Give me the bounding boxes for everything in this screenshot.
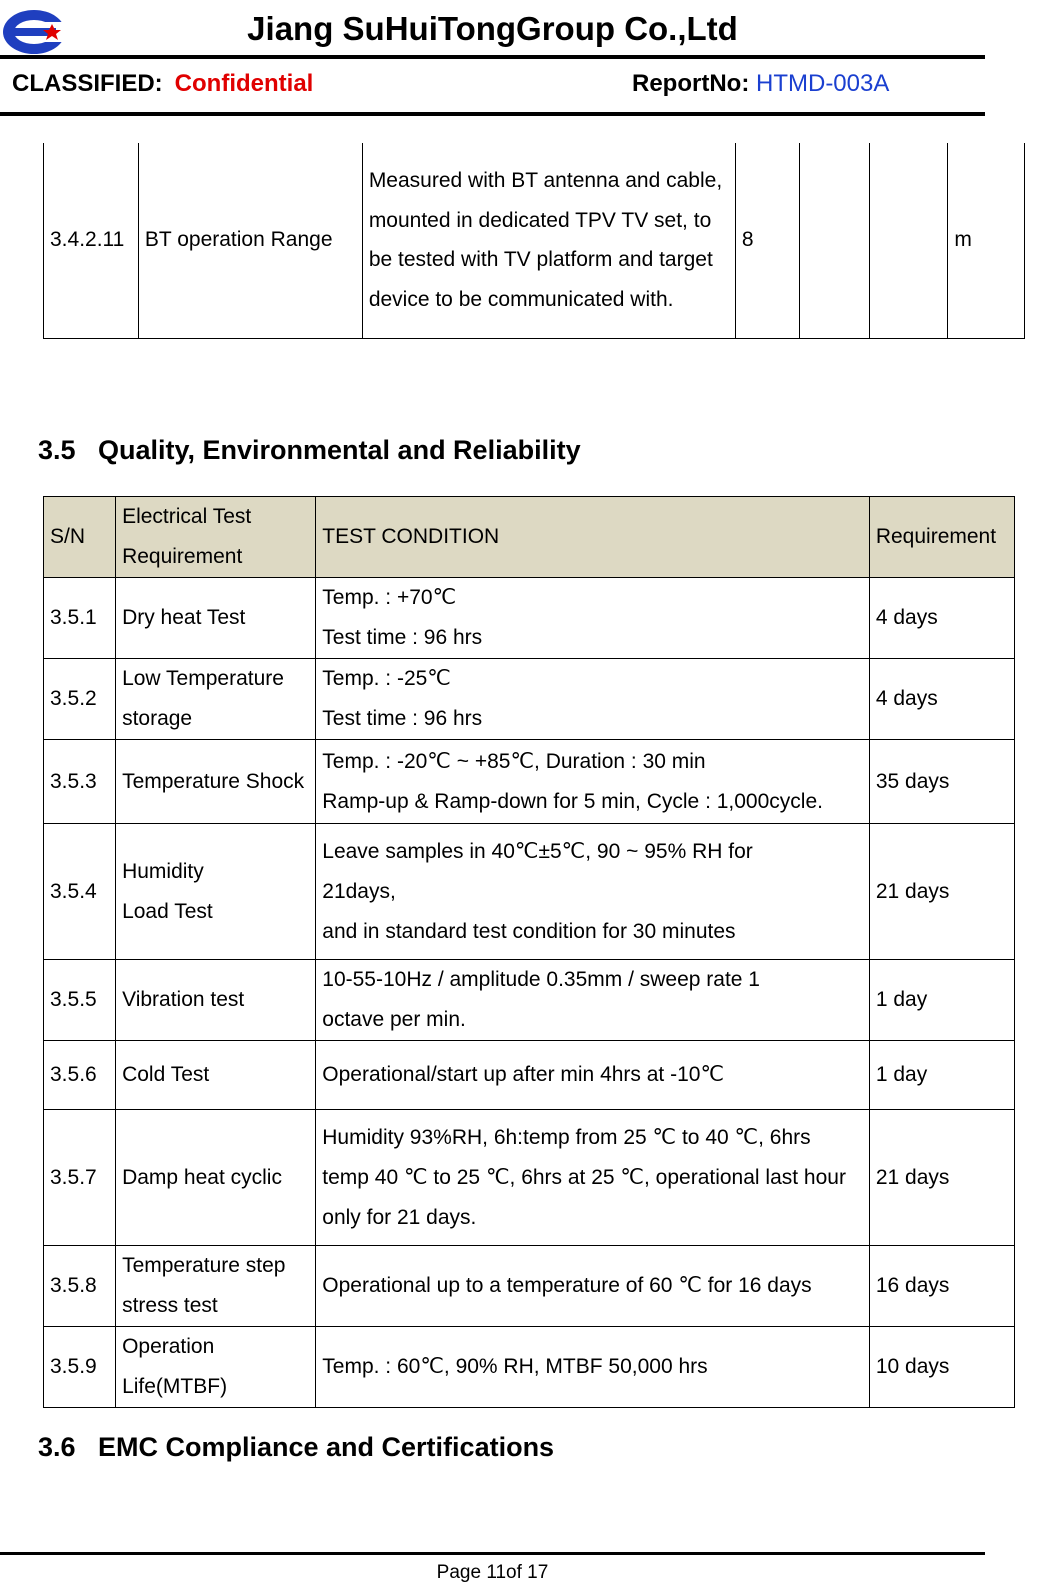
row-result: 35 days xyxy=(869,740,1014,824)
row-sn: 3.5.8 xyxy=(44,1246,116,1327)
condition-line: Operational/start up after min 4hrs at -10℃ xyxy=(322,1063,725,1086)
table-row xyxy=(44,960,1015,1041)
section-title: EMC Compliance and Certifications xyxy=(98,1432,555,1462)
page-number: Page 11of 17 xyxy=(436,1562,549,1583)
row-result: 1 day xyxy=(869,960,1014,1041)
requirement-line: Humidity xyxy=(122,859,204,883)
row-condition xyxy=(316,960,870,1041)
reliability-table xyxy=(43,496,1015,1408)
row-requirement: Damp heat cyclic xyxy=(116,1110,316,1246)
table-row xyxy=(44,1110,1015,1246)
requirement-line: Load Test xyxy=(122,899,213,923)
row-result: 4 days xyxy=(869,578,1014,659)
footer-rule xyxy=(0,1552,985,1555)
report-value: HTMD-003A xyxy=(756,70,890,97)
table-header-row xyxy=(44,497,1015,578)
row-condition xyxy=(316,1110,870,1246)
condition-line: Operational up to a temperature of 60 ℃ for 16 days xyxy=(322,1274,812,1297)
row-condition xyxy=(316,1246,870,1327)
condition-line: Temp. : -25℃ xyxy=(322,667,451,690)
bt-row-typ xyxy=(800,143,869,338)
header-requirement: Requirement xyxy=(869,497,1014,578)
section-heading-3-6 xyxy=(38,1432,554,1463)
header-test-condition: TEST CONDITION xyxy=(316,497,870,578)
header-rule-bottom xyxy=(0,112,985,116)
row-requirement: Vibration test xyxy=(116,960,316,1041)
condition-line: and in standard test condition for 30 minutes xyxy=(322,919,736,943)
row-sn: 3.5.5 xyxy=(44,960,116,1041)
row-requirement: Low Temperature storage xyxy=(116,659,316,740)
row-result: 16 days xyxy=(869,1246,1014,1327)
row-condition xyxy=(316,659,870,740)
row-sn: 3.5.2 xyxy=(44,659,116,740)
condition-line: Temp. : -20℃ ~ +85℃, Duration : 30 min xyxy=(322,749,706,773)
row-result: 1 day xyxy=(869,1041,1014,1110)
classified-value: Confidential xyxy=(174,70,314,97)
row-sn: 3.5.9 xyxy=(44,1327,116,1408)
row-result: 4 days xyxy=(869,659,1014,740)
condition-line: Humidity 93%RH, 6h:temp from 25 ℃ to 40 ℃, 6hrs temp 40 ℃ to 25 ℃, 6hrs at 25 ℃, operational last hour only for 21 days. xyxy=(322,1125,846,1229)
row-requirement: Temperature Shock xyxy=(116,740,316,824)
bt-row-condition: Measured with BT antenna and cable, mounted in dedicated TPV TV set, to be tested with TV platform and target device to be communicated with. xyxy=(362,143,735,338)
section-heading-3-5 xyxy=(38,435,581,466)
row-sn: 3.5.7 xyxy=(44,1110,116,1246)
classification xyxy=(12,70,313,98)
header-rule-top xyxy=(0,55,985,59)
row-sn: 3.5.3 xyxy=(44,740,116,824)
bt-row-unit: m xyxy=(948,143,1025,338)
table-row xyxy=(44,740,1015,824)
condition-line: Temp. : +70℃ xyxy=(322,586,457,609)
row-condition xyxy=(316,1327,870,1408)
table-row xyxy=(44,824,1015,960)
bt-row-item: BT operation Range xyxy=(138,143,362,338)
header-electrical-test: Electrical Test Requirement xyxy=(116,497,316,578)
bt-spec-table xyxy=(43,143,1025,339)
table-row xyxy=(44,659,1015,740)
row-condition xyxy=(316,740,870,824)
bt-row-max xyxy=(869,143,947,338)
row-requirement: Cold Test xyxy=(116,1041,316,1110)
report-label: ReportNo: xyxy=(632,70,750,97)
row-requirement: Dry heat Test xyxy=(116,578,316,659)
row-result: 21 days xyxy=(869,1110,1014,1246)
table-row xyxy=(44,578,1015,659)
bt-row-id: 3.4.2.11 xyxy=(44,143,139,338)
condition-line: Ramp-up & Ramp-down for 5 min, Cycle : 1,000cycle. xyxy=(322,789,823,813)
section-number: 3.5 xyxy=(38,435,76,465)
condition-line: 10-55-10Hz / amplitude 0.35mm / sweep rate 1 octave per min. xyxy=(322,968,760,1031)
row-condition xyxy=(316,824,870,960)
condition-line: Test time : 96 hrs xyxy=(322,707,483,730)
report-number xyxy=(632,70,889,98)
row-requirement xyxy=(116,824,316,960)
table-row xyxy=(44,1327,1015,1408)
header-sn: S/N xyxy=(44,497,116,578)
condition-line: Leave samples in 40℃±5℃, 90 ~ 95% RH for 21days, xyxy=(322,839,753,903)
table-row xyxy=(44,1246,1015,1327)
condition-line: Temp. : 60℃, 90% RH, MTBF 50,000 hrs xyxy=(322,1355,708,1378)
section-number: 3.6 xyxy=(38,1432,76,1462)
table-row xyxy=(44,143,1025,338)
row-requirement: Temperature step stress test xyxy=(116,1246,316,1327)
row-condition xyxy=(316,1041,870,1110)
company-name: Jiang SuHuiTongGroup Co.,Ltd xyxy=(247,10,738,47)
row-sn: 3.5.1 xyxy=(44,578,116,659)
row-requirement: Operation Life(MTBF) xyxy=(116,1327,316,1408)
row-condition xyxy=(316,578,870,659)
section-title: Quality, Environmental and Reliability xyxy=(98,435,581,465)
bt-row-min: 8 xyxy=(735,143,800,338)
classified-label: CLASSIFIED: xyxy=(12,70,163,97)
condition-line: Test time : 96 hrs xyxy=(322,626,483,649)
table-row xyxy=(44,1041,1015,1110)
row-sn: 3.5.6 xyxy=(44,1041,116,1110)
row-sn: 3.5.4 xyxy=(44,824,116,960)
row-result: 21 days xyxy=(869,824,1014,960)
row-result: 10 days xyxy=(869,1327,1014,1408)
